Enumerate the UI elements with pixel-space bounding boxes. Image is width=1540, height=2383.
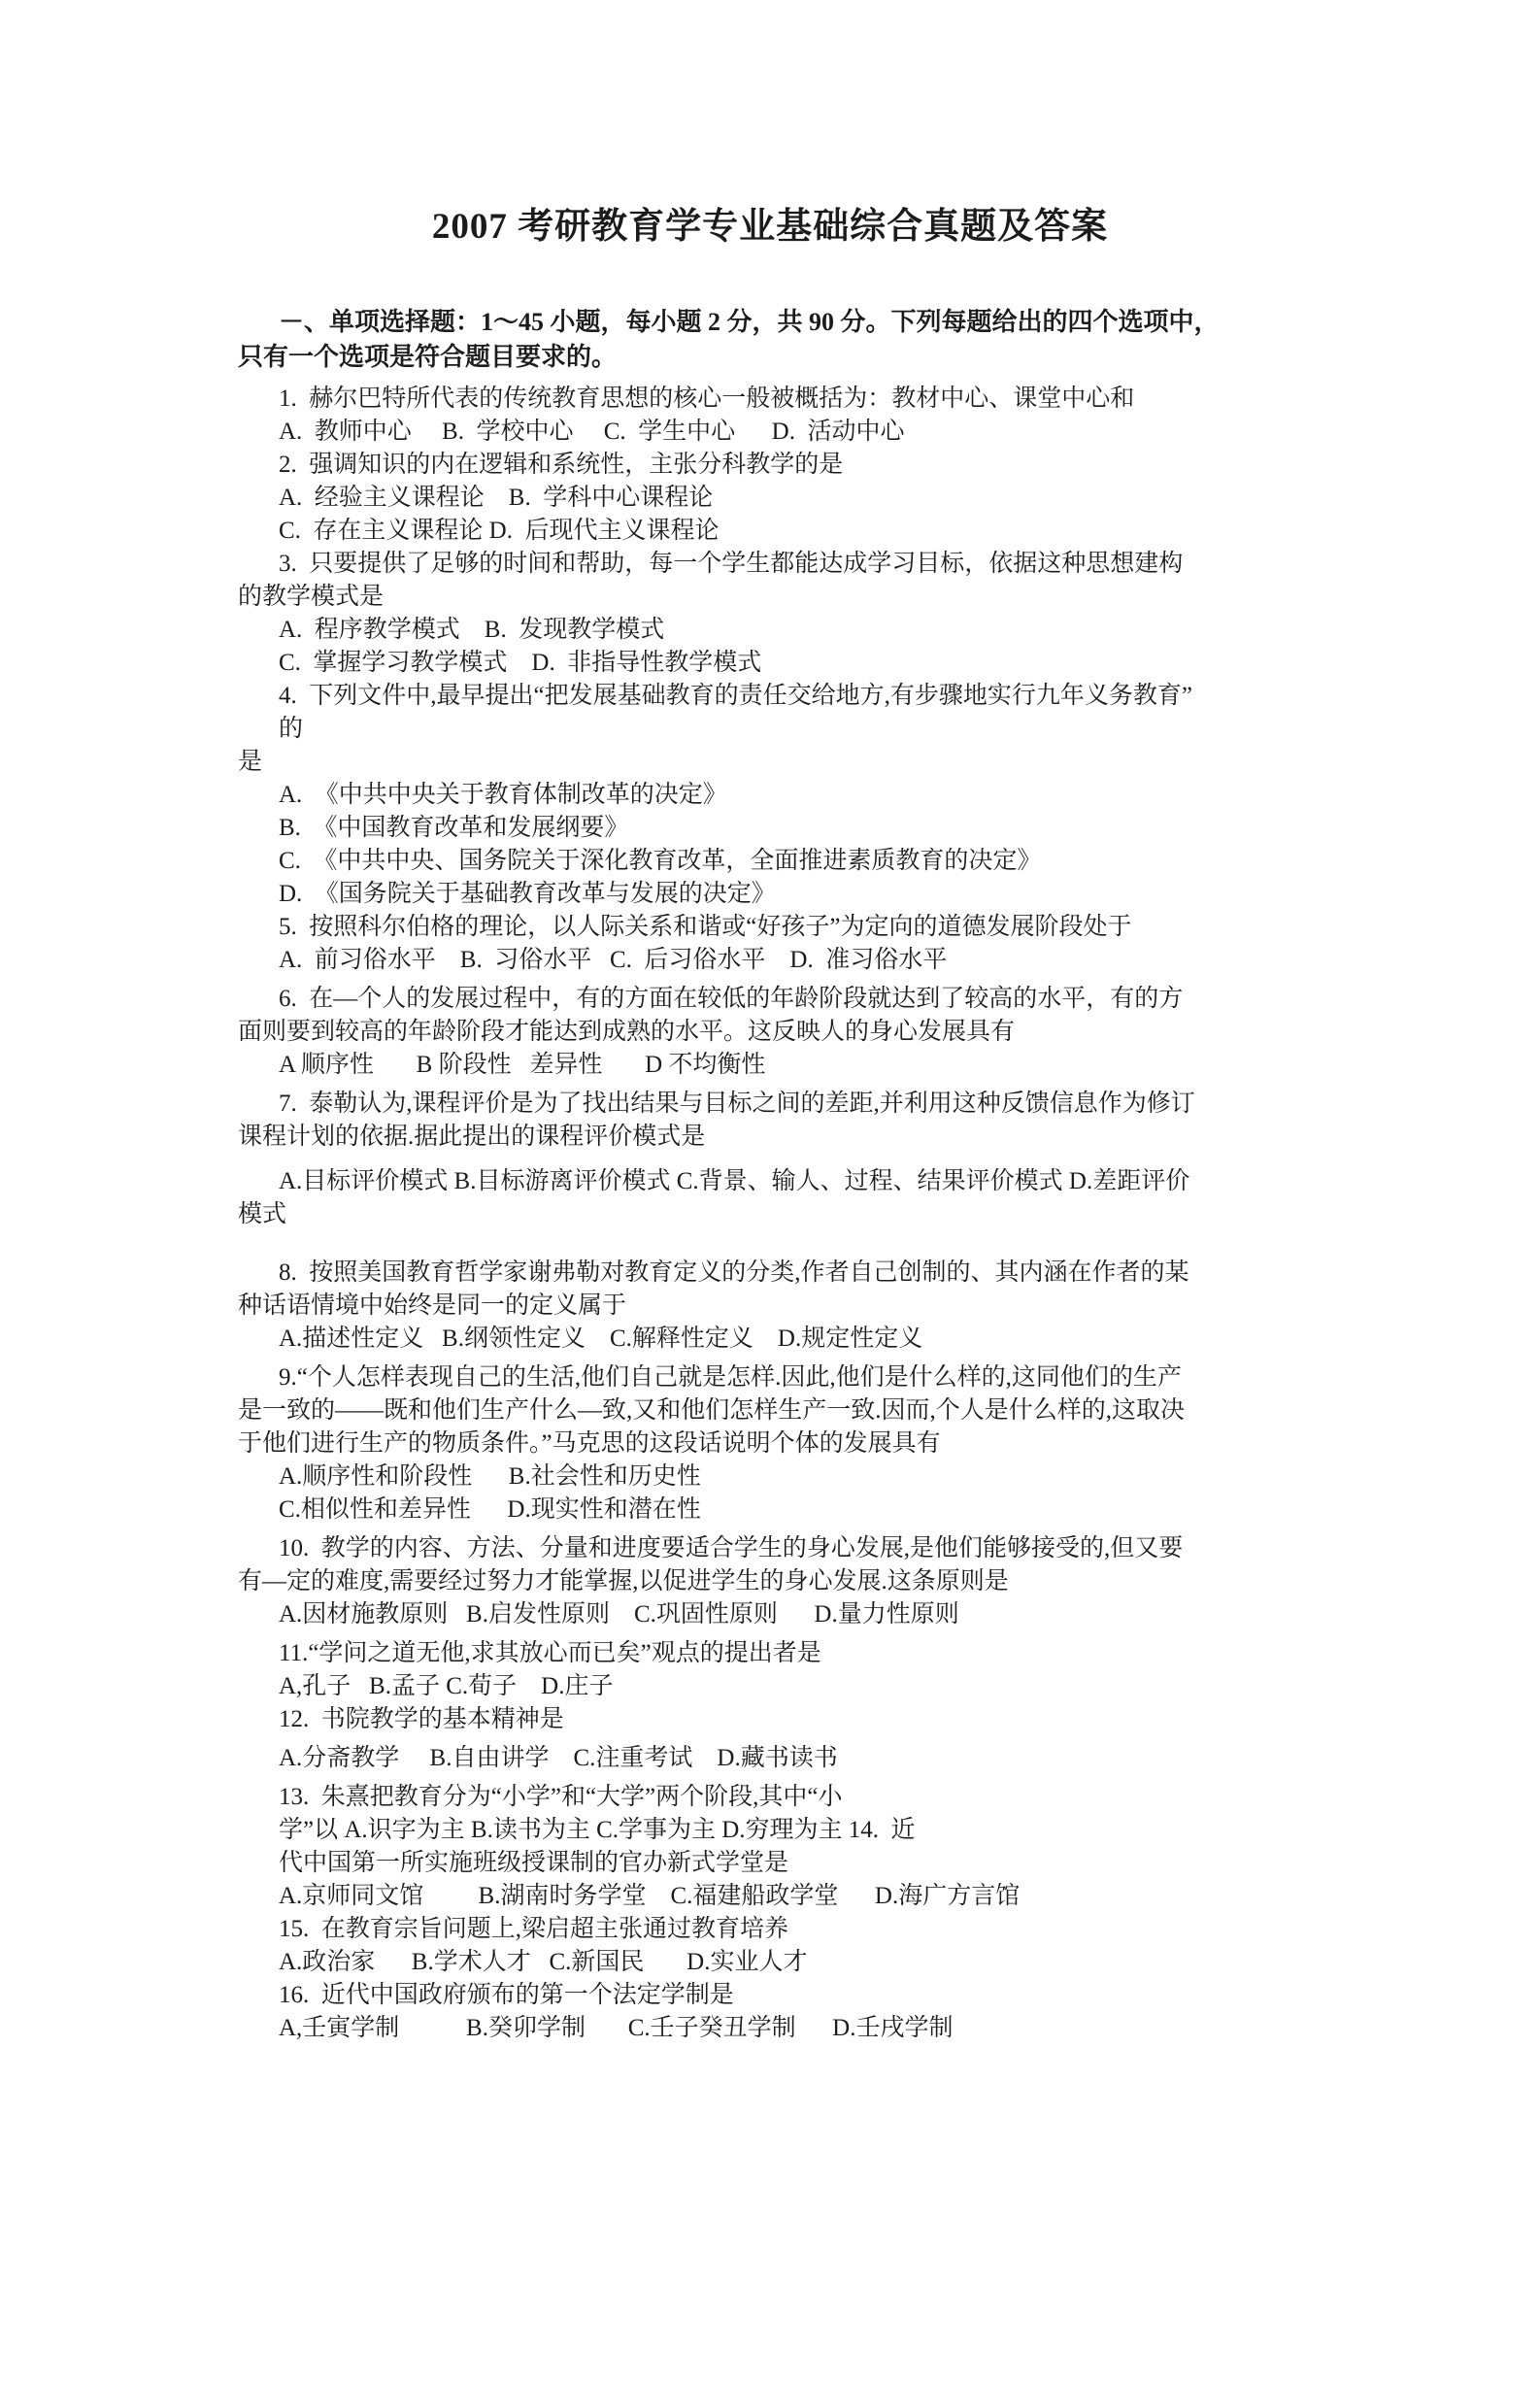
text-line: 代中国第一所实施班级授课制的官办新式学堂是 [279,1850,789,1876]
question-lines [238,383,1385,2045]
text-line: 1. 赫尔巴特所代表的传统教育思想的核心一般被概括为：教材中心、课堂中心和 [279,386,1135,412]
page-title: 2007 考研教育学专业基础综合真题及答案 [431,207,1109,247]
text-line: 12. 书院教学的基本精神是 [279,1706,564,1732]
text-line: 11.“学问之道无他,求其放心而已矣”观点的提出者是 [279,1640,821,1666]
text-line: C. 《中共中央、国务院关于深化教育改革，全面推进素质教育的决定》 [279,848,1042,874]
text-line: A,孔子 B.孟子 C.荀子 D.庄子 [279,1673,614,1699]
text-line: 种话语情境中始终是同一的定义属于 [238,1292,627,1319]
text-line: A. 程序教学模式 B. 发现教学模式 [279,617,665,643]
text-line: 13. 朱熹把教育分为“小学”和“大学”两个阶段,其中“小 [279,1784,843,1810]
text-line: C. 掌握学习教学模式 D. 非指导性教学模式 [279,650,762,676]
text-line: A.顺序性和阶段性 B.社会性和历史性 [279,1463,701,1490]
text-line: A,壬寅学制 B.癸卯学制 C.壬子癸丑学制 D.壬戌学制 [279,2015,954,2041]
text-line: 9.“个人怎样表现自己的生活,他们自己就是怎样.因此,他们是什么样的,这同他们的生产 [279,1364,1182,1391]
text-line: 10. 教学的内容、方法、分量和进度要适合学生的身心发展,是他们能够接受的,但又要 [279,1535,1184,1561]
text-line: 学”以 A.识字为主 B.读书为主 C.学事为主 D.穷理为主 14. 近 [279,1817,916,1843]
text-line: A. 经验主义课程论 B. 学科中心课程论 [279,485,714,511]
text-line: B. 《中国教育改革和发展纲要》 [279,815,629,841]
text-line: A 顺序性 B 阶段性 差异性 D 不均衡性 [279,1052,766,1078]
text-line: A. 《中共中央关于教育体制改革的决定》 [279,782,727,808]
text-line: A.目标评价模式 B.目标游离评价模式 C.背景、输人、过程、结果评价模式 D.差距评价 [279,1168,1190,1194]
document-body [238,305,1385,2045]
section-header-line-2: 只有一个选项是符合题目要求的。 [238,343,618,371]
text-line: 课程计划的依据.据此提出的课程评价模式是 [238,1124,706,1150]
text-line: 是一致的——既和他们生产什么—致,又和他们怎样生产一致.因而,个人是什么样的,这取决 [238,1397,1186,1424]
text-line: A.描述性定义 B.纲领性定义 C.解释性定义 D.规定性定义 [279,1326,923,1352]
text-line: 15. 在教育宗旨问题上,梁启超主张通过教育培养 [279,1916,789,1942]
text-line: 16. 近代中国政府颁布的第一个法定学制是 [279,1982,734,2008]
text-line: 2. 强调知识的内在逻辑和系统性，主张分科教学的是 [279,452,844,478]
text-line: 6. 在—个人的发展过程中，有的方面在较低的年龄阶段就达到了较高的水平，有的方 [279,986,1184,1012]
text-line: 3. 只要提供了足够的时间和帮助，每一个学生都能达成学习目标，依据这种思想建构 [279,551,1184,577]
text-line: 于他们进行生产的物质条件。”马克思的这段话说明个体的发展具有 [238,1430,941,1457]
document-page [0,204,1540,2045]
text-line: 4. 下列文件中,最早提出“把发展基础教育的责任交给地方,有步骤地实行九年义务教育” [279,683,1192,709]
text-line: A.分斋教学 B.自由讲学 C.注重考试 D.藏书读书 [279,1745,838,1771]
text-line: 的 [279,716,304,742]
text-line: 的教学模式是 [238,584,385,610]
text-line: A. 教师中心 B. 学校中心 C. 学生中心 D. 活动中心 [279,419,905,445]
text-line: A.京师同文馆 B.湖南时务学堂 C.福建船政学堂 D.海广方言馆 [279,1883,1021,1909]
text-line: D. 《国务院关于基础教育改革与发展的决定》 [279,881,776,907]
section-header-line-1: －、单项选择题：1～45 小题，每小题 2 分，共 90 分。下列每题给出的四个选项中， [279,308,1220,336]
text-line: 7. 泰勒认为,课程评价是为了找出结果与目标之间的差距,并利用这种反馈信息作为修订 [279,1091,1195,1117]
text-line: 是 [238,749,263,775]
text-line: 8. 按照美国教育哲学家谢弗勒对教育定义的分类,作者自己创制的、其内涵在作者的某 [279,1259,1189,1286]
text-line: A.政治家 B.学术人才 C.新国民 D.实业人才 [279,1949,808,1975]
text-line: A. 前习俗水平 B. 习俗水平 C. 后习俗水平 D. 准习俗水平 [279,947,948,973]
text-line: 模式 [238,1201,287,1227]
text-line: 有—定的难度,需要经过努力才能掌握,以促进学生的身心发展.这条原则是 [238,1568,1009,1594]
text-line: A.因材施教原则 B.启发性原则 C.巩固性原则 D.量力性原则 [279,1601,959,1628]
text-line: 面则要到较高的年龄阶段才能达到成熟的水平。这反映人的身心发展具有 [238,1019,1016,1045]
text-line: C. 存在主义课程论 D. 后现代主义课程论 [279,518,720,544]
text-line: 5. 按照科尔伯格的理论，以人际关系和谐或“好孩子”为定向的道德发展阶段处于 [279,914,1132,940]
text-line: C.相似性和差异性 D.现实性和潜在性 [279,1496,701,1523]
